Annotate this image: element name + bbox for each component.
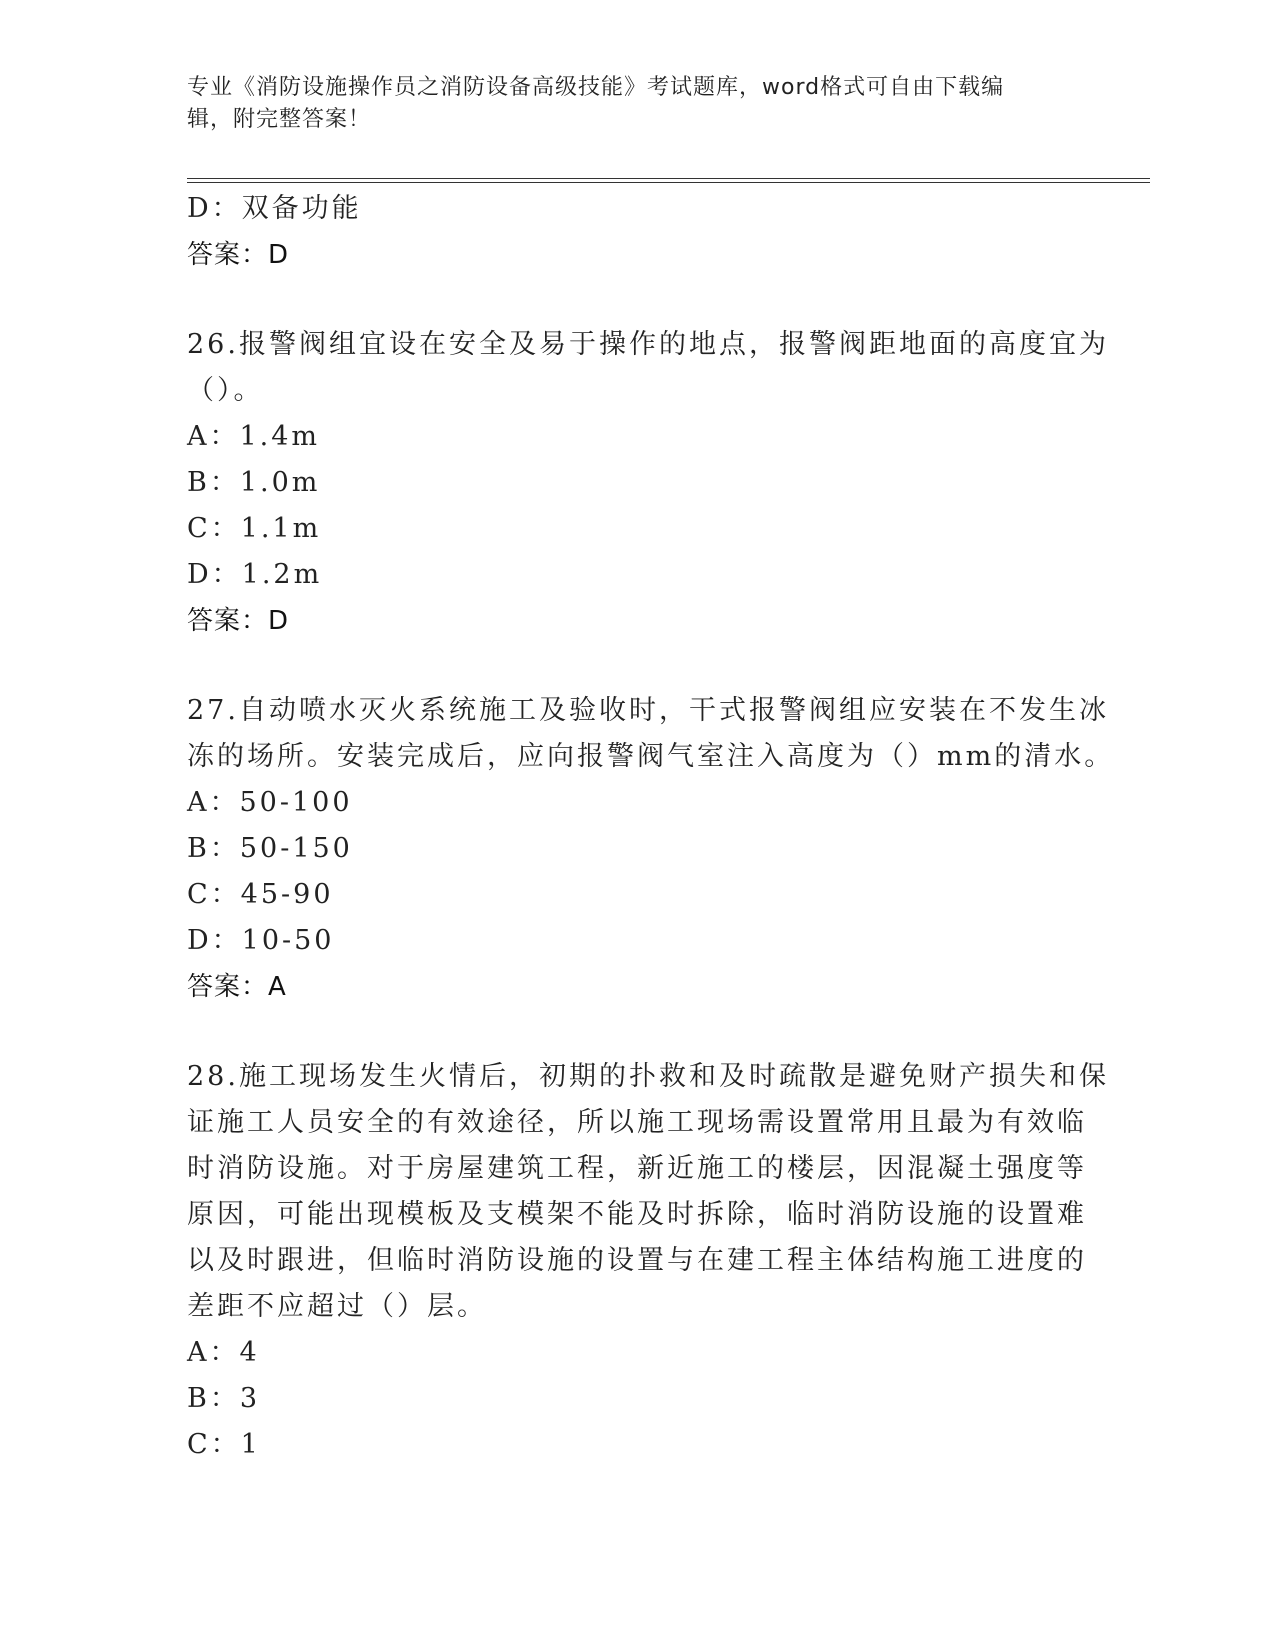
question-26: [187, 322, 1109, 644]
question-content: [187, 186, 1115, 1468]
question-28-text-line-6: 差距不应超过（）层。: [187, 1291, 487, 1322]
spacer: [187, 644, 1087, 688]
question-28-option-c: C：1: [187, 1429, 261, 1460]
question-26-option-a: A：1.4m: [187, 421, 321, 452]
header-divider-bottom: [187, 182, 1150, 183]
question-28-option-b: B：3: [187, 1383, 261, 1414]
header-divider-top: [187, 178, 1150, 179]
question-28-text-line-5: 以及时跟进，但临时消防设施的设置与在建工程主体结构施工进度的: [187, 1245, 1087, 1276]
header-line-1: 专业《消防设施操作员之消防设备高级技能》考试题库，word格式可自由下载编: [187, 75, 1005, 100]
question-27-option-b: B：50-150: [187, 833, 353, 864]
page-header: [187, 72, 1067, 136]
prev-option-d: D：双备功能: [187, 193, 362, 224]
question-26-text-line-2: （）。: [187, 375, 264, 406]
prev-answer: 答案：D: [187, 240, 290, 270]
question-28-text-line-3: 时消防设施。对于房屋建筑工程，新近施工的楼层，因混凝土强度等: [187, 1153, 1087, 1184]
question-26-option-b: B：1.0m: [187, 467, 321, 498]
question-27-option-a: A：50-100: [187, 787, 353, 818]
spacer: [187, 278, 1087, 322]
question-28-option-a: A：4: [187, 1337, 260, 1368]
spacer: [187, 1010, 1087, 1054]
question-27-text-line-2: 冻的场所。安装完成后，应向报警阀气室注入高度为（）mm的清水。: [187, 741, 1115, 772]
question-28-text-line-1: 28.施工现场发生火情后，初期的扑救和及时疏散是避免财产损失和保: [187, 1061, 1109, 1092]
question-27-text-line-1: 27.自动喷水灭火系统施工及验收时，干式报警阀组应安装在不发生冰: [187, 695, 1109, 726]
question-26-answer: 答案：D: [187, 606, 290, 636]
question-26-option-c: C：1.1m: [187, 513, 322, 544]
question-27-answer: 答案：A: [187, 972, 287, 1002]
question-27-option-c: C：45-90: [187, 879, 334, 910]
question-28-text-line-4: 原因，可能出现模板及支模架不能及时拆除，临时消防设施的设置难: [187, 1199, 1087, 1230]
question-26-text-line-1: 26.报警阀组宜设在安全及易于操作的地点，报警阀距地面的高度宜为: [187, 329, 1109, 360]
question-27-option-d: D：10-50: [187, 925, 335, 956]
question-28: [187, 1054, 1109, 1468]
header-line-2: 辑，附完整答案！: [187, 107, 372, 132]
question-26-option-d: D：1.2m: [187, 559, 323, 590]
question-27: [187, 688, 1115, 1010]
question-28-text-line-2: 证施工人员安全的有效途径，所以施工现场需设置常用且最为有效临: [187, 1107, 1087, 1138]
